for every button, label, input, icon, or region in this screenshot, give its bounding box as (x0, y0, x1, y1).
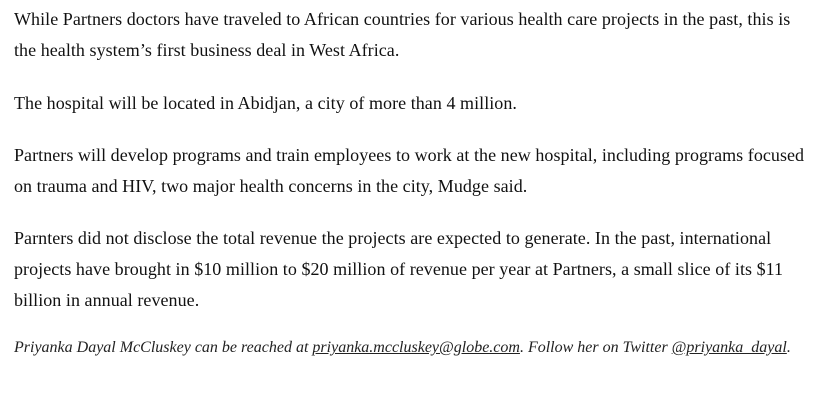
article-paragraph: The hospital will be located in Abidjan, a city of more than 4 million. (14, 93, 517, 113)
byline-middle: . Follow her on Twitter (519, 339, 672, 356)
article-paragraph: Parnters did not disclose the total revenue the projects are expected to generate. In the past, international projects have brought in $10 million to $20 million of revenue per year at Partners, a small slice of its $11 billion in annual revenue. (14, 228, 784, 310)
article-paragraph: Partners will develop programs and train employees to work at the new hospital, including programs focused on trauma and HIV, two major health concerns in the city, Mudge said. (14, 145, 805, 196)
author-email-link[interactable]: priyanka.mccluskey@globe.com (312, 339, 520, 356)
byline-prefix: Priyanka Dayal McCluskey can be reached at (14, 339, 313, 356)
author-byline (14, 336, 814, 360)
author-twitter-link[interactable]: @priyanka_dayal (671, 339, 787, 356)
article-paragraph: While Partners doctors have traveled to African countries for various health care projects in the past, this is the health system’s first business deal in West Africa. (14, 9, 791, 60)
byline-suffix: . (786, 339, 791, 356)
